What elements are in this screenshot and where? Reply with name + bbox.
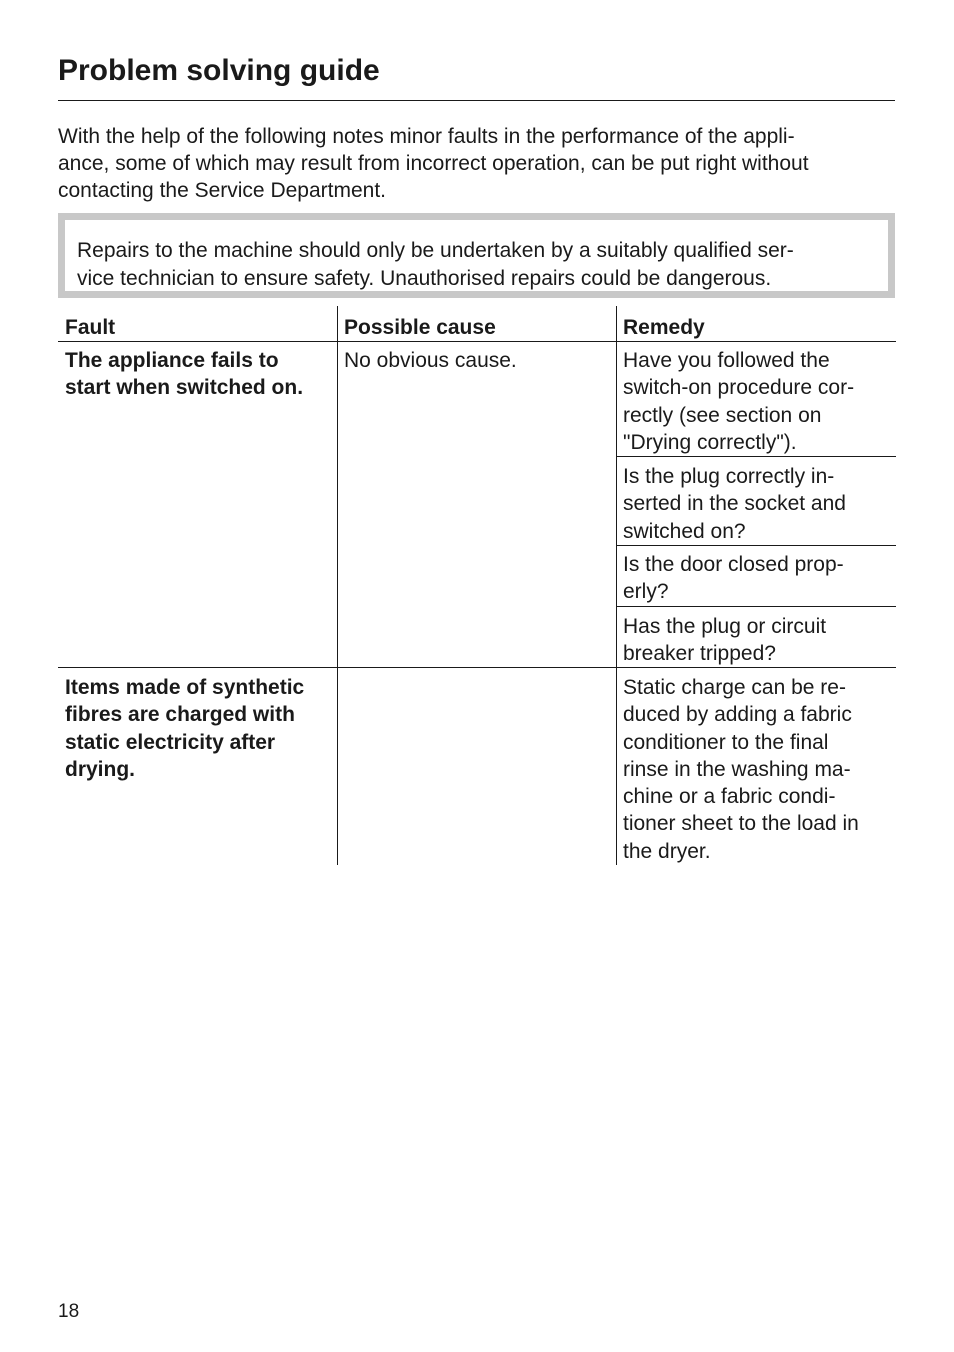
- remedy-line: Has the plug or circuit: [623, 615, 827, 638]
- remedy-line: switch-on procedure cor-: [623, 376, 855, 400]
- remedy-line: Is the door closed prop-: [623, 553, 844, 576]
- remedy-line: breaker tripped?: [623, 642, 776, 666]
- page-title: Problem solving guide: [58, 54, 380, 87]
- intro-line: With the help of the following notes minor faults in the performance of the appli-: [58, 125, 795, 148]
- notice-line: Repairs to the machine should only be undertaken by a suitably qualified ser-: [77, 239, 794, 262]
- safety-notice-text: [65, 220, 888, 291]
- remedy-line: erly?: [623, 580, 669, 604]
- fault-cell: [65, 674, 304, 783]
- fault-line: start when switched on.: [65, 376, 304, 400]
- header-possible-cause: Possible cause: [344, 316, 496, 339]
- intro-paragraph: [58, 123, 895, 205]
- remedy-line: serted in the socket and: [623, 492, 846, 516]
- fault-cell: [65, 347, 303, 402]
- fault-line: drying.: [65, 757, 136, 781]
- header-remedy: Remedy: [623, 316, 705, 339]
- remedy-line: the dryer.: [623, 839, 711, 863]
- fault-line: The appliance fails to: [65, 349, 279, 372]
- remedy-line: Static charge can be re-: [623, 676, 846, 699]
- safety-notice-box: [58, 213, 895, 298]
- remedy-line: chine or a fabric condi-: [623, 785, 836, 809]
- remedy-cell: [623, 674, 859, 865]
- remedy-line: switched on?: [623, 519, 746, 543]
- remedy-line: rinse in the washing ma-: [623, 757, 851, 781]
- intro-line: contacting the Service Department.: [58, 179, 387, 203]
- page-number: 18: [58, 1301, 80, 1322]
- remedy-line: conditioner to the final: [623, 730, 829, 754]
- remedy-line: duced by adding a fabric: [623, 703, 852, 727]
- header-fault: Fault: [65, 316, 116, 339]
- remedy-divider: [616, 606, 896, 607]
- cause-cell: No obvious cause.: [344, 349, 517, 372]
- remedy-divider: [616, 545, 896, 546]
- remedy-cell: [623, 551, 844, 606]
- remedy-line: "Drying correctly").: [623, 430, 797, 454]
- fault-line: Items made of synthetic: [65, 676, 305, 699]
- column-divider: [337, 306, 338, 865]
- remedy-line: Have you followed the: [623, 349, 830, 372]
- column-divider: [616, 306, 617, 865]
- remedy-line: Is the plug correctly in-: [623, 465, 835, 488]
- remedy-cell: [623, 463, 846, 545]
- notice-line: vice technician to ensure safety. Unauthorised repairs could be dangerous.: [77, 267, 772, 290]
- fault-line: static electricity after: [65, 730, 276, 754]
- intro-line: ance, some of which may result from incorrect operation, can be put right without: [58, 152, 809, 176]
- fault-line: fibres are charged with: [65, 703, 295, 727]
- title-divider: [58, 100, 895, 101]
- remedy-cell: [623, 347, 854, 456]
- remedy-line: tioner sheet to the load in: [623, 812, 859, 836]
- remedy-line: rectly (see section on: [623, 403, 822, 427]
- remedy-cell: [623, 613, 826, 668]
